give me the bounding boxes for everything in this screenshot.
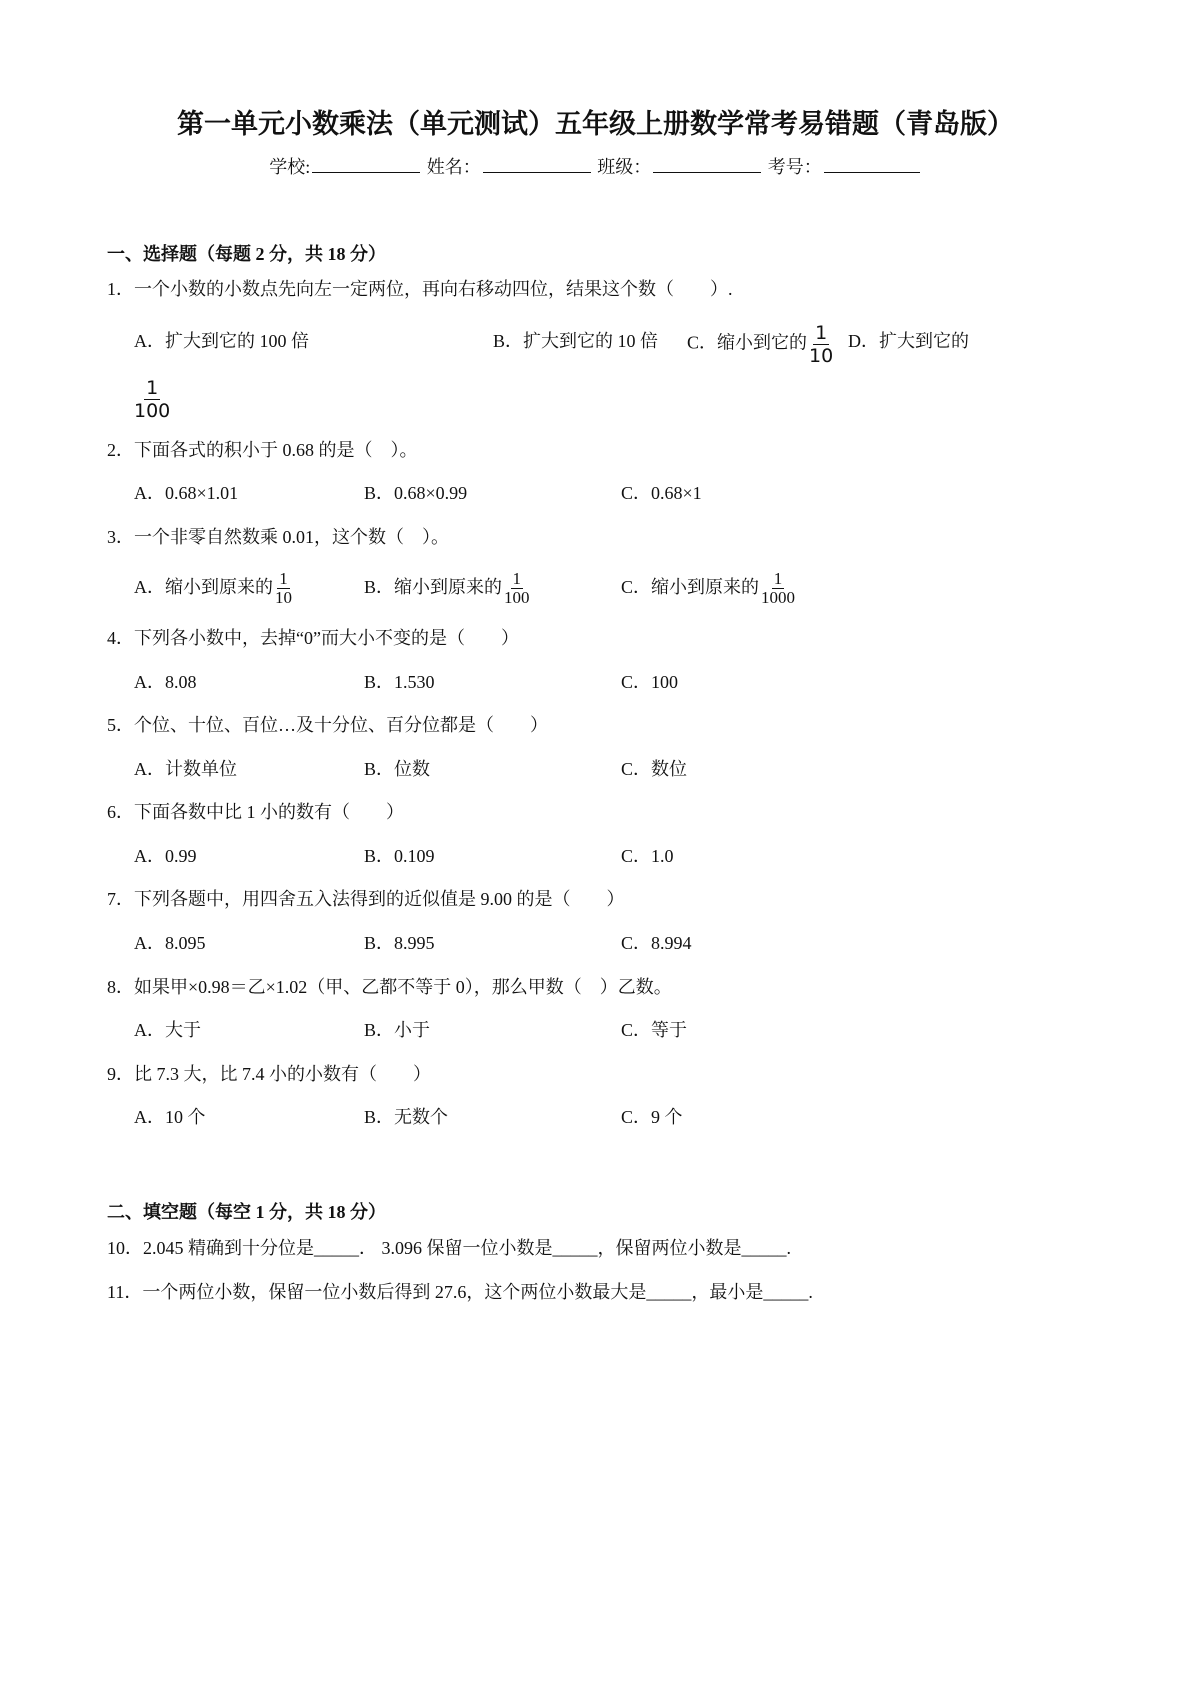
option-b xyxy=(364,566,532,608)
numerator: 1 xyxy=(512,569,522,589)
option-b-text: B．缩小到原来的 xyxy=(364,577,503,597)
option-b: B．小于 xyxy=(364,1020,431,1040)
class-label: 班级： xyxy=(597,157,652,177)
option-a: A．大于 xyxy=(134,1020,201,1040)
question-text: 3．一个非零自然数乘 0.01，这个数（ ）。 xyxy=(107,527,449,547)
school-label: 学校: xyxy=(269,157,311,177)
denominator: 10 xyxy=(275,588,292,608)
question-text: 5．个位、十位、百位…及十分位、百分位都是（ ） xyxy=(107,715,548,735)
denominator: 100 xyxy=(504,588,530,608)
numerator: 1 xyxy=(146,377,159,400)
option-c: C．数位 xyxy=(621,759,688,779)
option-b: B．位数 xyxy=(364,759,431,779)
option-c-text: C．缩小到原来的 xyxy=(621,577,760,597)
option-b: B．0.68×0.99 xyxy=(364,483,468,503)
document-title: 第一单元小数乘法（单元测试）五年级上册数学常考易错题（青岛版） xyxy=(177,109,1014,139)
fraction xyxy=(761,570,795,607)
option-c: C．9 个 xyxy=(621,1107,683,1127)
fraction xyxy=(504,570,530,607)
option-c xyxy=(621,566,797,608)
option-a: A．10 个 xyxy=(134,1107,206,1127)
name-blank[interactable] xyxy=(483,154,591,173)
student-info-line xyxy=(0,154,1191,179)
option-a: A．扩大到它的 100 倍 xyxy=(134,331,309,351)
name-label: 姓名： xyxy=(426,157,481,177)
question-text: 7．下列各题中，用四舍五入法得到的近似值是 9.00 的是（ ） xyxy=(107,889,625,909)
option-c-text: C．缩小到它的 xyxy=(687,332,808,353)
option-a: A．8.095 xyxy=(134,933,206,953)
section-heading: 二、填空题（每空 1 分，共 18 分） xyxy=(107,1202,386,1222)
school-blank[interactable] xyxy=(312,154,420,173)
number-label: 考号： xyxy=(767,157,822,177)
option-a: A．0.68×1.01 xyxy=(134,483,239,503)
numerator: 1 xyxy=(279,569,288,589)
option-a xyxy=(134,566,294,608)
fraction xyxy=(275,570,292,607)
question-text: 2．下面各式的积小于 0.68 的是（ ）。 xyxy=(107,440,418,460)
option-b: B．扩大到它的 10 倍 xyxy=(493,331,659,351)
option-c: C．1.0 xyxy=(621,846,674,866)
option-c: C．0.68×1 xyxy=(621,483,702,503)
fraction xyxy=(134,377,170,422)
option-d-fraction xyxy=(132,374,172,422)
option-b: B．8.995 xyxy=(364,933,435,953)
numerator: 1 xyxy=(773,569,783,589)
question-text: 8．如果甲×0.98＝乙×1.02（甲、乙都不等于 0），那么甲数（ ）乙数。 xyxy=(107,977,672,997)
option-a: A．0.99 xyxy=(134,846,197,866)
fraction xyxy=(809,322,833,367)
numerator: 1 xyxy=(815,322,828,344)
question-text: 6．下面各数中比 1 小的数有（ ） xyxy=(107,802,404,822)
denominator: 10 xyxy=(809,345,834,367)
option-c: C．100 xyxy=(621,672,679,692)
option-a: A．计数单位 xyxy=(134,759,237,779)
question-text: 9．比 7.3 大，比 7.4 小的小数有（ ） xyxy=(107,1064,431,1084)
section-heading: 一、选择题（每题 2 分，共 18 分） xyxy=(107,244,386,264)
option-d: D．扩大到它的 xyxy=(848,331,969,351)
option-a: A．8.08 xyxy=(134,672,197,692)
denominator: 100 xyxy=(134,400,171,423)
question-text: 10．2.045 精确到十分位是_____． 3.096 保留一位小数是_____，保留两位小数是_____. xyxy=(107,1238,791,1258)
denominator: 1000 xyxy=(761,588,796,608)
option-a-text: A．缩小到原来的 xyxy=(134,577,273,597)
option-c xyxy=(687,322,835,367)
number-blank[interactable] xyxy=(824,154,920,173)
option-b: B．无数个 xyxy=(364,1107,449,1127)
question-text: 11．一个两位小数，保留一位小数后得到 27.6，这个两位小数最大是_____，最小是_____. xyxy=(107,1282,813,1302)
class-blank[interactable] xyxy=(653,154,761,173)
option-c: C．等于 xyxy=(621,1020,688,1040)
option-c: C．8.994 xyxy=(621,933,692,953)
option-b: B．1.530 xyxy=(364,672,435,692)
option-b: B．0.109 xyxy=(364,846,435,866)
question-text: 4．下列各小数中，去掉“0”而大小不变的是（ ） xyxy=(107,628,519,648)
question-text: 1．一个小数的小数点先向左一定两位，再向右移动四位，结果这个数（ ）. xyxy=(107,279,733,299)
